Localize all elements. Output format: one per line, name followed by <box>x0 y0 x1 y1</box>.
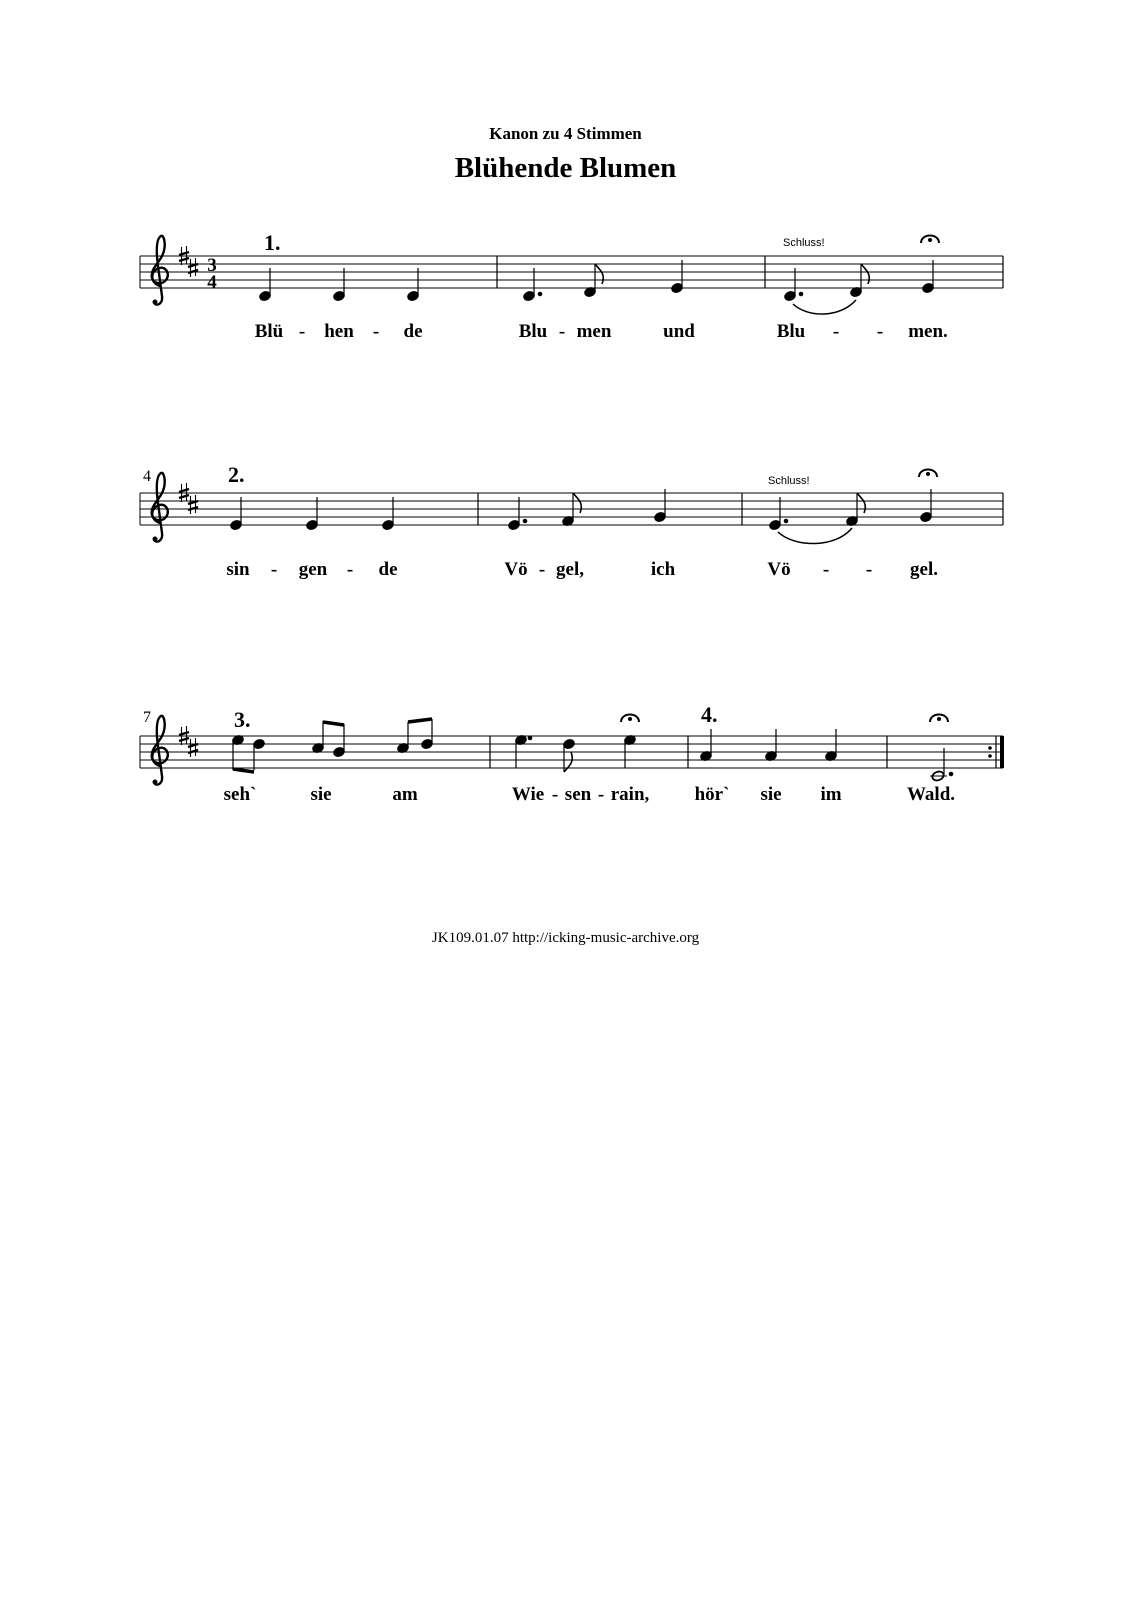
lyric: men. <box>908 321 948 342</box>
lyrics <box>255 321 948 342</box>
lyric: sen <box>564 784 592 805</box>
time-signature-top: 3 <box>207 255 217 276</box>
fermata-icon <box>921 236 939 244</box>
sharp-icon <box>188 258 198 277</box>
notes <box>229 489 932 544</box>
system-3 <box>140 702 1004 805</box>
lyric: Vö <box>767 559 791 580</box>
lyric: - <box>298 321 306 342</box>
lyric: Blu <box>518 321 548 342</box>
lyric: men <box>576 321 612 342</box>
lyric: - <box>597 784 605 805</box>
lyrics <box>226 559 938 580</box>
lyric: gel. <box>910 559 938 580</box>
subtitle: Kanon zu 4 Stimmen <box>489 124 642 143</box>
lyric: am <box>392 784 418 805</box>
measure-number: 7 <box>143 709 151 726</box>
lyric: Wald. <box>906 784 956 805</box>
lyric: Vö <box>504 559 528 580</box>
lyric: - <box>876 321 884 342</box>
treble-clef-icon <box>152 716 168 785</box>
fermata-icon <box>919 470 937 478</box>
lyric: sin <box>226 559 250 580</box>
page-title: Blühende Blumen <box>454 152 677 184</box>
lyric: seh` <box>223 784 257 805</box>
lyric: hen <box>324 321 354 342</box>
lyric: rain, <box>610 784 650 805</box>
notes <box>258 260 934 314</box>
voice-mark: 4. <box>701 702 718 727</box>
lyrics <box>224 784 955 805</box>
lyric: ich <box>650 559 676 580</box>
lyric: Wie <box>511 784 545 805</box>
schluss-annotation: Schluss! <box>768 475 810 487</box>
lyric: - <box>372 321 380 342</box>
treble-clef-icon <box>152 473 168 542</box>
lyric: - <box>865 559 873 580</box>
lyric: gel, <box>556 559 584 580</box>
lyric: - <box>832 321 840 342</box>
system-2 <box>140 462 1003 580</box>
footer-reference: JK109.01.07 http://icking-music-archive.org <box>431 930 700 946</box>
notes-half <box>930 748 953 782</box>
lyric: - <box>538 559 546 580</box>
lyric: - <box>822 559 830 580</box>
voice-mark: 2. <box>228 462 245 487</box>
lyric: und <box>663 321 695 342</box>
lyric: Blu <box>776 321 806 342</box>
time-signature-bottom: 4 <box>207 272 217 293</box>
measure-number: 4 <box>143 468 151 485</box>
notes <box>231 719 837 772</box>
lyric: - <box>346 559 354 580</box>
lyric: Blü <box>254 321 284 342</box>
lyric: hör` <box>694 784 730 805</box>
fermata-icon <box>621 715 639 723</box>
lyric: im <box>820 784 842 805</box>
lyric: - <box>270 559 278 580</box>
voice-mark: 1. <box>264 230 281 255</box>
voice-mark: 3. <box>234 707 251 732</box>
lyric: - <box>558 321 566 342</box>
fermata-icon <box>930 715 948 723</box>
lyric: sie <box>760 784 782 805</box>
schluss-annotation: Schluss! <box>783 237 825 249</box>
lyric: sie <box>310 784 332 805</box>
lyric: - <box>551 784 559 805</box>
sharp-icon <box>188 495 198 514</box>
lyric: de <box>378 559 398 580</box>
treble-clef-icon <box>152 236 168 305</box>
lyric: de <box>403 321 423 342</box>
sharp-icon <box>188 738 198 757</box>
system-1 <box>140 230 1003 342</box>
lyric: gen <box>298 559 328 580</box>
